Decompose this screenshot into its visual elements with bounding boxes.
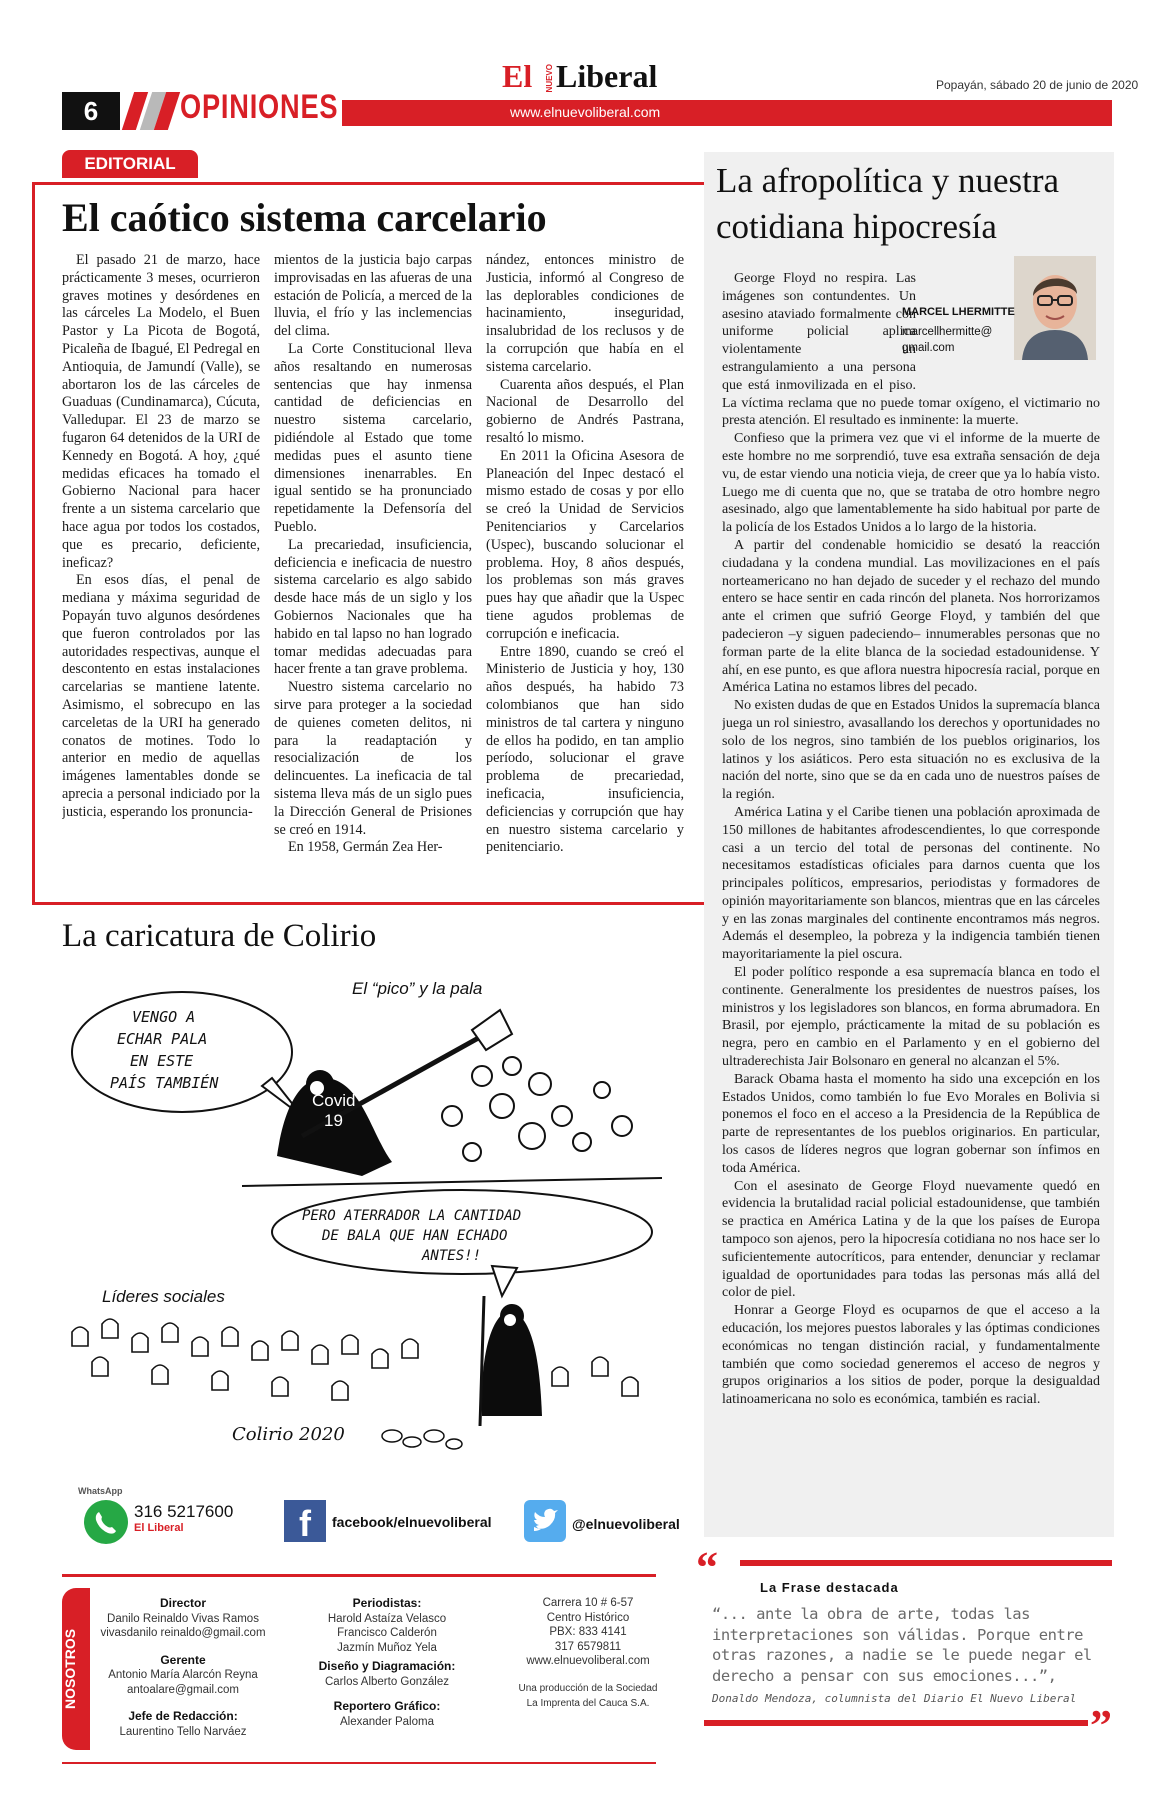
staff-name: Antonio María Alarcón Reyna [108,1669,258,1681]
website-footer-link[interactable]: www.elnuevoliberal.com [526,1655,650,1667]
cartoon-caption: El “pico” y la pala [352,979,483,998]
phone-glyph-icon [84,1500,128,1544]
opinion-paragraph: A partir del condenable homicidio se desató la reacción ciudadana y la condena mundial. Las movilizaciones en el país norteamericano no han dejado de suceder y el rechazo del mundo entero se hace sentir en cada rincón del planeta. Nos horrorizamos ante el crimen que sufrió George Floyd, y también del que padecieron –y siguen padeciendo– innumerables personas que no forman parte de la elite blanca de la sociedad estadounidense. Y ahí, en ese punto, es que aflora nuestra hipocresía racial, porque en América Latina no estamos libres del pecado. [722,537,1100,696]
opinion-paragraph: Confieso que la primera vez que vi el informe de la muerte de este hombre no me sorprendió, tuve esa extraña sensación de deja vu, de estar viendo una noticia vieja, de creer que ya lo había visto. Luego me di cuenta que no, que se trataba de otro hombre negro asesinado, algo que lamentablemente ha sido habitual por parte de la policía de los Estados Unidos a lo largo de la historia. [722,431,1100,536]
cartoon-drawing [62,966,672,1456]
staff-name: Alexander Paloma [340,1715,434,1728]
editorial-paragraph: El pasado 21 de marzo, hace prácticamente 3 meses, ocurrieron graves motines y desórdenes en las cárceles La Modelo, el Buen Pastor y La Picota de Bogotá, Picaleña de Ibagué, El Pedregal en Antioquia, de Jamundí (Valle), se abortaron los de las cárceles de Guaduas (Cundinamarca), Cúcuta, Valledupar. El 23 de marzo se fugaron 64 detenidos de la URI de Kennedy en Bogotá. A hoy, ¿qué medidas eficaces ha tomado el Gobierno Nacional para hacer frente a un sistema carcelario que hace agua por todos los costados, que es precario, deficiente, ineficaz? [62,252,260,571]
opinion-paragraph: El poder político responde a esa supremacía blanca en todo el continente. Generalmente los presidentes de nuestros países, los ministros y los legisladores son blancos, en forma abrumadora. En Brasil, por ejemplo, prácticamente la mitad de su población es negra, pero en cambio en el Parlamento y en el gobierno del ultraderechista Jair Bolsonaro en general no alcanzan el 5%. [722,965,1100,1070]
production-note: La Imprenta del Cauca S.A. [526,1698,650,1709]
cartoon-illustration [62,966,672,1456]
section-title: OPINIONES [180,88,339,126]
editorial-paragraph: En 1958, Germán Zea Her- [288,839,443,856]
bubble2-line3: ANTES!! [422,1248,482,1264]
quote-top-bar [740,1560,1112,1566]
staff-name: Danilo Reinaldo Vivas Ramos [107,1612,259,1625]
staff-role: Periodistas: [352,1596,422,1610]
staff-name: Laurentino Tello Narváez [119,1725,247,1738]
nosotros-label: NOSOTROS [62,1628,78,1710]
editorial-column-3 [486,252,684,892]
editorial-paragraph: mientos de la justicia bajo carpas improvisadas en las afueras de una estación de Policía, a merced de la lluvia, el frío y las inclemencias del clima. [274,252,472,340]
staff-role: Diseño y Diagramación: [318,1659,456,1673]
twitter-icon[interactable] [524,1500,566,1542]
logo-el: El [502,58,533,94]
footer-top-rule [62,1574,656,1577]
bubble1-line1: VENGO A [132,1008,196,1026]
bird-icon [524,1500,566,1542]
opinion-paragraph: Barack Obama hasta el momento ha sido una excepción en los Estados Unidos, como también lo fue Evo Morales en Bolivia si ponemos el foco en el acceso a la Presidencia de la República de parte de representantes de los pueblos originarios. En particular, los casos de líderes negros que logran gobernar son ínfimos en toda América. [722,1071,1100,1176]
staff-email[interactable]: antoalare@gmail.com [126,1683,240,1696]
production-note: Una producción de la Sociedad [518,1682,658,1694]
whatsapp-brand: El Liberal [134,1522,184,1534]
staff-name: Carlos Alberto González [324,1675,449,1688]
phone-line: PBX: 833 4141 [549,1626,627,1638]
opinion-paragraph: América Latina y el Caribe tienen una población aproximada de 150 millones de habitantes afrodescendientes, lo que corresponde casi a un tercio del total de personas del continente. No necesitamos estadísticas oficiales para darnos cuenta que los principales políticos, empresarios, periodistas y formadores de opinión mayoritariamente son blancos, mientras que en las cárceles y en las zonas marginales del continente encontramos más negros. Además el desempleo, la pobreza y la indigencia también tienen mayoritariamente la piel oscura. [722,804,1100,963]
opinion-paragraph: Honrar a George Floyd es ocuparnos de que el acceso a la educación, los mejores puestos laborales y las óptimas condiciones económicas no tengan distinción racial, y fundamentalmente también que como sociedad generemos el acceso de negros y grupos originarios a los sitios de poder, porque la desigualdad latinoamericana no solo es económica, también es racial. [722,1303,1100,1408]
page-number: 6 [62,92,120,130]
byline-spacer [916,270,1100,380]
footer-bottom-rule [62,1762,656,1764]
staff-role: Director [159,1596,206,1610]
editorial-paragraph: nández, entonces ministro de Justicia, informó al Congreso de las deplorables condiciones de hacinamiento, inseguridad, insalubridad de los reclusos y de la corrupción que había en el sistema carcelario. [486,252,684,375]
editorial-paragraph: En esos días, el penal de mediana y máxima seguridad de Popayán tuvo algunos desórdenes que fueron controlados por las autoridades respectivas, aunque el descontento en estas instalaciones carcelarias se mantiene latente. Asimismo, el sobrecupo en las carceletas de la URI ha generado conatos de motines. Todo lo anterior en medio de aquellas imágenes lamentables donde se aprecia a personal indiciado por la justicia, esperando los pronuncia- [62,572,260,820]
editorial-paragraph: Nuestro sistema carcelario no sirve para proteger a la sociedad de quienes cometen delitos, ni para la readaptación y resocialización de los delincuentes. La ineficacia de tal sistema lleva más de un siglo pues la Dirección General de Prisiones se creó en 1914. [274,679,472,838]
editorial-tag: EDITORIAL [62,150,198,178]
facebook-link[interactable]: facebook/elnuevoliberal [332,1514,492,1530]
staff-role: Gerente [160,1652,206,1667]
editorial-paragraph: La precariedad, insuficiencia, deficiencia e ineficacia de nuestro sistema carcelario es algo sabido desde hace más de un siglo y los Gobiernos Nacionales que ha habido en tal lapso no han logrado tomar medidas adecuadas para hacer frente a tan grave problema. [274,536,472,678]
opinion-paragraph: Con el asesinato de George Floyd nuevamente quedó en evidencia la brutalidad racial policial estadounidense, que también se practica en América Latina y de la que los países de Europa tampoco son ajenos, pero la hipocresía cotidiana no nos hace ser lo suficientemente autocríticos, para entender, denunciar y reclamar igualdad de oportunidades para todas las personas más allá del color de piel. [722,1178,1100,1301]
website-link[interactable]: www.elnuevoliberal.com [510,104,661,120]
facebook-icon[interactable]: f [284,1500,326,1542]
whatsapp-icon[interactable] [84,1500,128,1544]
quote-label: La Frase destacada [760,1580,899,1595]
header-red-bar [342,100,1112,126]
bubble1-line3: EN ESTE [130,1052,194,1070]
editorial-column-2 [274,252,472,892]
covid-label-2: 19 [324,1111,343,1130]
staff-name: Francisco Calderón [337,1627,437,1639]
dateline: Popayán, sábado 20 de junio de 2020 [936,78,1139,92]
lideres-label: Líderes sociales [102,1287,225,1306]
opinion-title: La afropolítica y nuestra cotidiana hipocresía [716,161,1060,246]
featured-quote-text: “... ante la obra de arte, todas las interpretaciones son válidas. Porque entre otras razones, a nadie se le puede negar el derecho a pensar con sus emociones...”, [712,1605,1092,1685]
staff-column-2 [302,1596,472,1729]
staff-role: Jefe de Redacción: [128,1709,238,1723]
twitter-handle[interactable]: @elnuevoliberal [572,1516,680,1532]
staff-name: Jazmín Muñoz Yela [337,1641,437,1654]
editorial-title: El caótico sistema carcelario [62,195,547,240]
covid-label-1: Covid [312,1091,356,1110]
address-line: Carrera 10 # 6-57 [542,1597,634,1609]
staff-name: Harold Astaíza Velasco [327,1612,447,1625]
staff-column-3 [508,1596,668,1712]
logo-liberal: Liberal [556,58,658,94]
author-email-line2: gmail.com [902,342,955,354]
opinion-body [722,270,1100,1534]
author-email-line1: marcellhermitte@ [902,326,993,338]
address-line: Centro Histórico [546,1611,630,1624]
bubble1-line2: ECHAR PALA [117,1030,208,1048]
whatsapp-label: WhatsApp [78,1486,123,1496]
staff-role: Reportero Gráfico: [333,1699,441,1713]
editorial-paragraph: Cuarenta años después, el Plan Nacional de Desarrollo del gobierno de Andrés Pastrana, resaltó lo mismo. [486,376,684,446]
author-name: MARCEL LHERMITTE [902,306,1015,318]
bubble2-line2: DE BALA QUE HAN ECHADO [322,1228,508,1244]
phone-line: 317 6579811 [554,1640,622,1653]
bubble1-line4: PAÍS TAMBIÉN [110,1074,219,1092]
whatsapp-number[interactable]: 316 5217600 [134,1502,234,1521]
logo-nuevo: NUEVO [545,64,554,93]
quote-open-icon: “ [696,1543,718,1592]
editorial-column-1 [62,252,260,892]
editorial-paragraph: La Corte Constitucional lleva años resaltando en numerosas sentencias que hay inmensa cantidad de deficiencias en nuestro sistema carcelario, pidiéndole al Estado que tome medidas pues el asunto tiene dimensiones inenarrables. En igual sentido se ha pronunciado repetidamente la Defensoría del Pueblo. [274,340,472,535]
opinion-paragraph: George Floyd no respira. Las imágenes son contundentes. Un asesino ataviado formalmente con uniforme policial aplica violentamente un estrangulamiento a una persona que está inmovilizada en el piso. La víctima reclama que no puede tomar oxígeno, el victimario no presta atención. El resultado es inminente: la muerte. [722,271,1100,429]
quote-close-icon: ” [1090,1701,1112,1750]
staff-email[interactable]: vivasdanilo reinaldo@gmail.com [100,1627,266,1639]
bubble2-line1: PERO ATERRADOR LA CANTIDAD [302,1208,522,1224]
featured-quote-author: Donaldo Mendoza, columnista del Diario El Nuevo Liberal [712,1692,1077,1705]
editorial-paragraph: En 2011 la Oficina Asesora de Planeación del Inpec destacó el mismo estado de cosas y por ello se creó la Unidad de Servicios Penitenciarios y Carcelarios (Uspec), buscando solucionar el problema. Hoy, 8 años después, los problemas son más graves pues hay que añadir que la Uspec tiene agudos problemas de corrupción e ineficacia. [486,447,684,642]
editorial-paragraph: Entre 1890, cuando se creó el Ministerio de Justicia y hoy, 130 años después, ha habido 73 colombianos que han sido ministros de tal cartera y ninguno de ellos ha podido, en tan amplio período, solucionar el grave problema de precariedad, ineficacia, insuficiencia, deficiencias y corrupción que hay en nuestro sistema carcelario y penitenciario. [486,643,684,856]
opinion-paragraph: No existen dudas de que en Estados Unidos la supremacía blanca juega un rol siniestro, avasallando los derechos y oportunidades no solo de los negros, sino también de los pueblos originarios, los latinos y los asiáticos. Pero esta situación no es exclusiva de la nación del norte, sino que se da en cada uno de nuestros países de la región. [722,698,1100,803]
quote-bottom-bar [704,1720,1088,1726]
cartoon-section-title: La caricatura de Colirio [62,918,377,954]
cartoon-signature: Colirio 2020 [232,1424,345,1445]
staff-column-1 [96,1596,270,1739]
